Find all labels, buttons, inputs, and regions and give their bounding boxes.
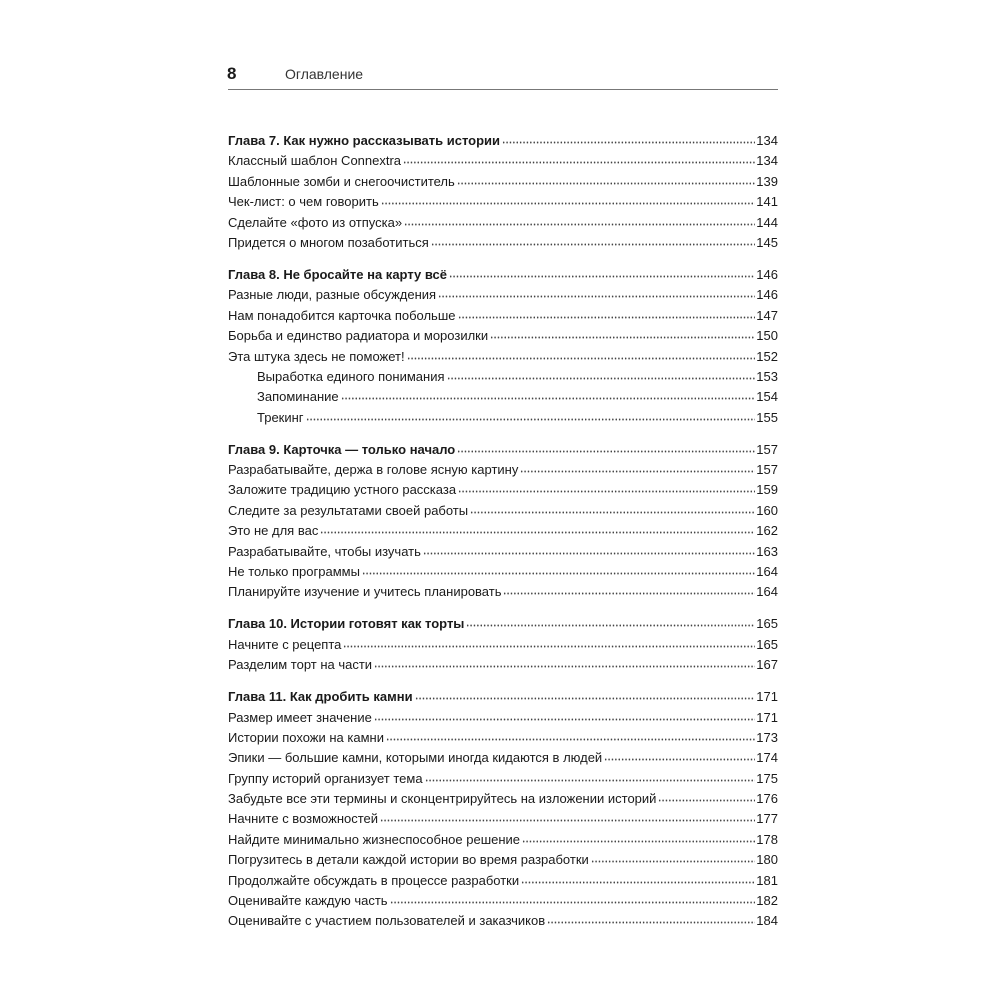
toc-entry-page: 154 xyxy=(756,389,778,405)
toc-entry-title: Чек-лист: о чем говорить xyxy=(228,194,379,210)
dot-leader xyxy=(374,661,755,669)
toc-entry-page: 174 xyxy=(756,750,778,766)
toc-entry-title: Забудьте все эти термины и сконцентрируйтесь на изложении историй xyxy=(228,791,657,807)
toc-entry-title: Планируйте изучение и учитесь планировать xyxy=(228,584,502,600)
toc-entry xyxy=(228,460,778,480)
dot-leader xyxy=(503,588,755,596)
dot-leader xyxy=(425,775,756,783)
toc-chapter-entry xyxy=(228,687,778,707)
toc-entry-page: 157 xyxy=(756,462,778,478)
toc-entry-title: Оценивайте каждую часть xyxy=(228,893,388,909)
dot-leader xyxy=(520,466,755,474)
toc-entry xyxy=(228,891,778,911)
toc-entry-page: 141 xyxy=(756,194,778,210)
toc-entry xyxy=(228,521,778,541)
toc-entry-title: Не только программы xyxy=(228,564,360,579)
dot-leader xyxy=(386,734,755,742)
toc-entry-title: Сделайте «фото из отпуска» xyxy=(228,214,403,230)
toc-entry-title: Истории похожи на камни xyxy=(228,729,384,745)
toc-entry xyxy=(228,387,778,407)
dot-leader xyxy=(521,877,755,885)
toc-entry xyxy=(228,326,778,346)
toc-entry-page: 171 xyxy=(756,709,778,725)
dot-leader xyxy=(403,157,755,165)
header-divider xyxy=(228,89,778,90)
toc-entry-page: 134 xyxy=(756,133,778,148)
toc-entry-page: 164 xyxy=(756,584,778,600)
toc-entry-page: 147 xyxy=(756,307,778,323)
toc-chapter-entry xyxy=(228,440,778,460)
dot-leader xyxy=(438,291,755,299)
toc-entry-title: Запоминание xyxy=(257,389,339,405)
toc-entry-title: Эта штука здесь не поможет! xyxy=(228,348,405,364)
toc-entry-page: 150 xyxy=(756,328,778,344)
page-number: 8 xyxy=(227,64,237,83)
toc-entry-title: Группу историй организует тема xyxy=(228,770,423,786)
dot-leader xyxy=(470,507,755,515)
toc-entry xyxy=(228,748,778,768)
toc-entry xyxy=(228,708,778,728)
toc-chapter-entry xyxy=(228,131,778,151)
toc-entry-title: Глава 10. Истории готовят как торты xyxy=(228,616,465,632)
toc-entry-page: 159 xyxy=(756,482,778,498)
toc-entry-title: Оценивайте с участием пользователей и заказчиков xyxy=(228,913,546,929)
toc-entry-title: Разделим торт на части xyxy=(228,657,373,673)
toc-entry-title: Выработка единого понимания xyxy=(257,368,445,384)
toc-entry xyxy=(228,233,778,253)
toc-entry-page: 175 xyxy=(756,770,778,786)
toc-entry-title: Эпики — большие камни, которыми иногда кидаются в людей xyxy=(228,750,603,766)
toc-entry xyxy=(228,728,778,748)
toc-entry xyxy=(228,367,778,387)
toc-entry-title: Глава 11. Как дробить камни xyxy=(228,689,413,705)
running-header-title: Оглавление xyxy=(285,66,364,82)
dot-leader xyxy=(458,486,755,494)
toc-entry xyxy=(228,769,778,789)
dot-leader xyxy=(341,393,756,401)
toc-entry-page: 178 xyxy=(756,831,778,847)
toc-entry-page: 165 xyxy=(756,636,778,652)
toc-entry xyxy=(228,911,778,931)
toc-entry-page: 173 xyxy=(756,729,778,745)
dot-leader xyxy=(374,714,755,722)
toc-entry-title: Нам понадобится карточка побольше xyxy=(228,307,456,323)
toc-entry-page: 180 xyxy=(756,852,778,868)
dot-leader xyxy=(522,836,755,844)
dot-leader xyxy=(343,641,755,649)
dot-leader xyxy=(658,795,755,803)
toc-entry xyxy=(228,809,778,829)
toc-entry-title: Это не для вас xyxy=(228,523,319,539)
toc-entry-page: 167 xyxy=(756,657,778,673)
toc-entry-page: 182 xyxy=(756,893,778,909)
toc-entry-page: 146 xyxy=(756,266,778,282)
toc-entry-title: Глава 8. Не бросайте на карту всё xyxy=(228,266,447,282)
toc-entry-title: Разные люди, разные обсуждения xyxy=(228,287,437,303)
toc-chapter-entry xyxy=(228,265,778,285)
toc-entry-page: 177 xyxy=(756,811,778,827)
toc-entry-title: Трекинг xyxy=(257,409,304,425)
toc-entry-page: 181 xyxy=(756,872,778,888)
dot-leader xyxy=(490,332,755,340)
dot-leader xyxy=(447,373,756,381)
toc-entry xyxy=(228,285,778,305)
toc-entry-title: Заложите традицию устного рассказа xyxy=(228,482,457,498)
toc-entry-page: 176 xyxy=(756,791,778,807)
toc-entry-title: Придется о многом позаботиться xyxy=(228,234,429,250)
toc-entry-page: 184 xyxy=(756,913,778,929)
toc-entry xyxy=(228,172,778,192)
toc-entry-page: 145 xyxy=(756,234,778,250)
dot-leader xyxy=(320,527,755,535)
dot-leader xyxy=(466,620,755,628)
dot-leader xyxy=(431,239,756,247)
dot-leader xyxy=(547,917,755,925)
toc-entry-title: Следите за результатами своей работы xyxy=(228,502,469,518)
toc-entry xyxy=(228,213,778,233)
toc-entry xyxy=(228,542,778,562)
dot-leader xyxy=(604,754,755,762)
dot-leader xyxy=(457,178,756,186)
toc-entry xyxy=(228,830,778,850)
toc-entry xyxy=(228,582,778,602)
toc-chapter-entry xyxy=(228,614,778,634)
dot-leader xyxy=(502,137,755,145)
toc-entry xyxy=(228,501,778,521)
toc-entry-page: 164 xyxy=(756,564,778,579)
dot-leader xyxy=(407,353,756,361)
toc-entry xyxy=(228,635,778,655)
toc-entry xyxy=(228,192,778,212)
toc-entry-title: Продолжайте обсуждать в процессе разработки xyxy=(228,872,520,888)
dot-leader xyxy=(457,446,755,454)
toc-entry-page: 144 xyxy=(756,214,778,230)
dot-leader xyxy=(380,815,755,823)
toc-entry-page: 162 xyxy=(756,523,778,539)
toc-entry-title: Разрабатывайте, чтобы изучать xyxy=(228,543,421,559)
toc-entry-title: Глава 7. Как нужно рассказывать истории xyxy=(228,133,501,148)
toc-entry-title: Начните с рецепта xyxy=(228,636,342,652)
dot-leader xyxy=(415,693,756,701)
toc-entry xyxy=(228,789,778,809)
toc-entry-page: 155 xyxy=(756,409,778,425)
toc-entry xyxy=(228,871,778,891)
toc-entry-page: 153 xyxy=(756,368,778,384)
toc-entry-page: 171 xyxy=(756,689,778,705)
dot-leader xyxy=(306,414,756,422)
toc-entry-title: Разрабатывайте, держа в голове ясную картину xyxy=(228,462,519,478)
dot-leader xyxy=(390,897,756,905)
dot-leader xyxy=(423,548,755,556)
dot-leader xyxy=(381,198,756,206)
toc-entry-title: Размер имеет значение xyxy=(228,709,372,725)
table-of-contents xyxy=(228,131,778,932)
toc-entry-title: Погрузитесь в детали каждой истории во время разработки xyxy=(228,852,589,868)
toc-entry xyxy=(228,850,778,870)
toc-entry xyxy=(228,408,778,428)
toc-entry-page: 157 xyxy=(756,441,778,457)
toc-entry-page: 134 xyxy=(756,153,778,169)
toc-entry-title: Начните с возможностей xyxy=(228,811,379,827)
dot-leader xyxy=(458,312,756,320)
toc-entry-title: Найдите минимально жизнеспособное решение xyxy=(228,831,521,847)
toc-entry-title: Глава 9. Карточка — только начало xyxy=(228,441,456,457)
toc-entry xyxy=(228,151,778,171)
dot-leader xyxy=(362,568,755,576)
toc-entry xyxy=(228,562,778,582)
toc-entry xyxy=(228,480,778,500)
toc-entry-page: 160 xyxy=(756,502,778,518)
toc-entry xyxy=(228,655,778,675)
toc-entry-page: 152 xyxy=(756,348,778,364)
toc-entry-page: 163 xyxy=(756,543,778,559)
toc-entry xyxy=(228,347,778,367)
toc-entry xyxy=(228,306,778,326)
toc-entry-page: 165 xyxy=(756,616,778,632)
toc-entry-title: Классный шаблон Connextra xyxy=(228,153,402,169)
toc-entry-title: Борьба и единство радиатора и морозилки xyxy=(228,328,489,344)
toc-entry-page: 146 xyxy=(756,287,778,303)
dot-leader xyxy=(404,219,755,227)
dot-leader xyxy=(591,856,756,864)
dot-leader xyxy=(449,271,755,279)
toc-entry-page: 139 xyxy=(756,173,778,189)
toc-entry-title: Шаблонные зомби и снегоочиститель xyxy=(228,173,455,189)
